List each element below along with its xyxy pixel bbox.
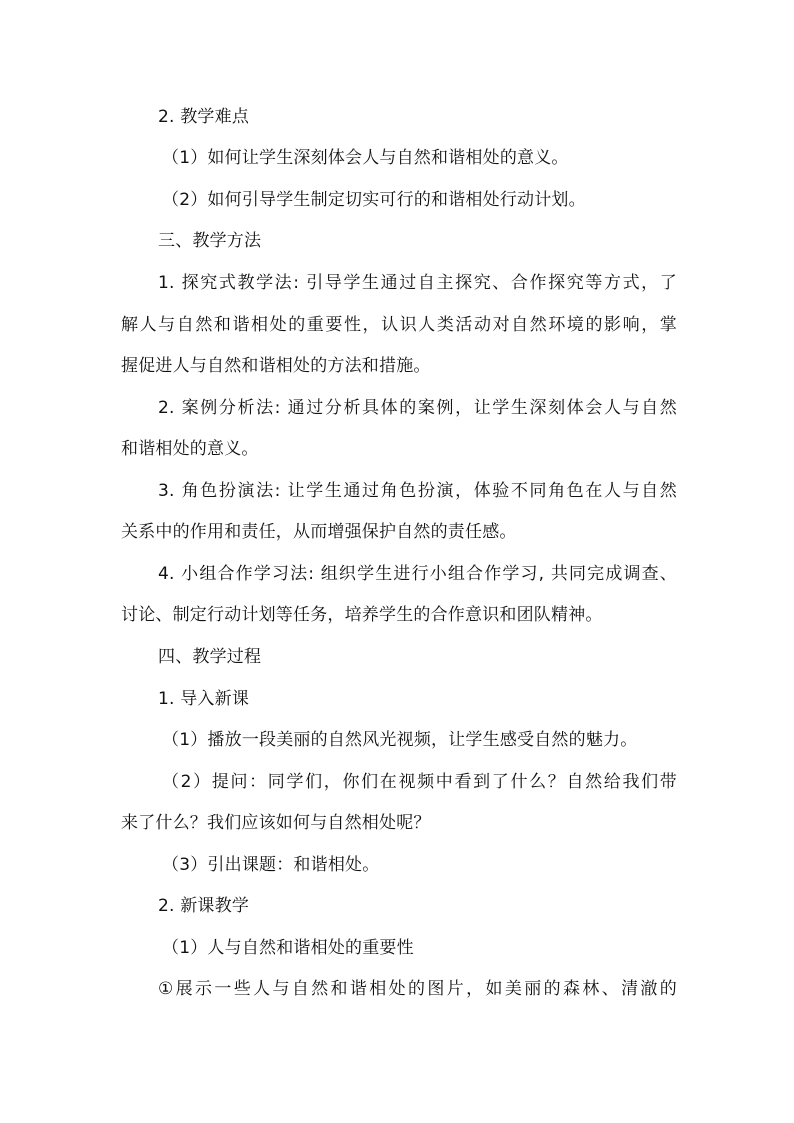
method-1-line-1: 1. 探究式教学法: 引导学生通过自主探究、合作探究等方式，了	[158, 273, 677, 293]
subheading-new-lesson-teaching: 2. 新课教学	[158, 896, 250, 916]
method-1-line-3: 握促进人与自然和谐相处的方法和措施。	[121, 356, 431, 376]
method-3-line-1: 3. 角色扮演法: 让学生通过角色扮演，体验不同角色在人与自然	[158, 481, 677, 501]
method-2-line-2: 和谐相处的意义。	[121, 439, 259, 459]
subheading-intro-new-lesson: 1. 导入新课	[158, 689, 250, 709]
intro-item-2-line-2: 来了什么？我们应该如何与自然相处呢？	[121, 813, 431, 833]
difficulty-item-1: （1）如何让学生深刻体会人与自然和谐相处的意义。	[162, 148, 569, 168]
method-4-line-2: 讨论、制定行动计划等任务，培养学生的合作意识和团队精神。	[121, 605, 603, 625]
heading-teaching-difficulties: 2. 教学难点	[158, 107, 250, 127]
method-4-line-1: 4. 小组合作学习法: 组织学生进行小组合作学习, 共同完成调查、	[158, 564, 677, 584]
difficulty-item-2: （2）如何引导学生制定切实可行的和谐相处行动计划。	[162, 190, 586, 210]
method-2-line-1: 2. 案例分析法: 通过分析具体的案例，让学生深刻体会人与自然	[158, 398, 677, 418]
section-heading-teaching-methods: 三、教学方法	[158, 231, 262, 251]
lesson-item-1-point-1: ①展示一些人与自然和谐相处的图片，如美丽的森林、清澈的	[158, 979, 677, 999]
method-3-line-2: 关系中的作用和责任，从而增强保护自然的责任感。	[121, 522, 517, 542]
intro-item-3: （3）引出课题：和谐相处。	[162, 855, 380, 875]
lesson-item-1-heading: （1）人与自然和谐相处的重要性	[162, 938, 414, 958]
intro-item-2-line-1: （2）提问：同学们，你们在视频中看到了什么？自然给我们带	[162, 772, 677, 792]
section-heading-teaching-process: 四、教学过程	[158, 647, 262, 667]
method-1-line-2: 解人与自然和谐相处的重要性，认识人类活动对自然环境的影响，掌	[121, 315, 677, 335]
intro-item-1: （1）播放一段美丽的自然风光视频，让学生感受自然的魅力。	[162, 730, 638, 750]
